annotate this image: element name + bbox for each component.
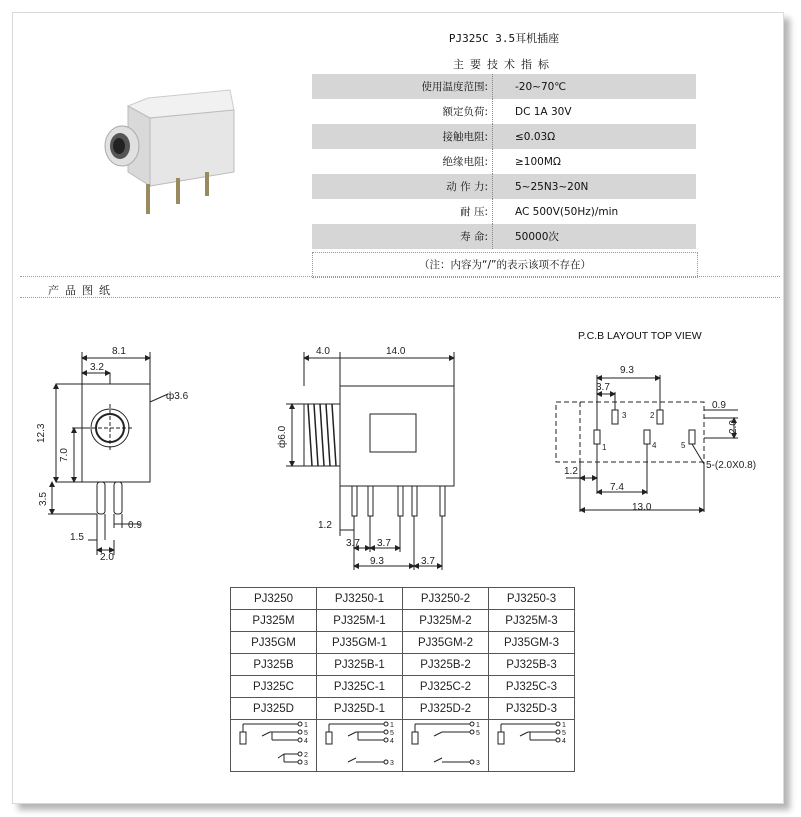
spec-label: 耐 压: [312,199,493,224]
model-cell: PJ325B-1 [317,654,403,676]
model-cell: PJ3250-3 [489,588,575,610]
terminal-label: 4 [303,738,308,745]
model-cell: PJ325M-3 [489,610,575,632]
table-row [231,676,575,698]
model-cell: PJ325B-2 [403,654,489,676]
switch-schematic [232,720,316,768]
pcb-dim-h2: 2.0 [728,420,739,434]
switch-schematic [318,720,402,768]
model-cell: PJ325C-2 [403,676,489,698]
spec-label: 绝缘电阻: [312,149,493,174]
model-cell: PJ325D [231,698,317,720]
pcb-layout-title: P.C.B LAYOUT TOP VIEW [578,330,702,342]
pcb-dim-total: 13.0 [632,502,652,513]
dim-hole: ф3.6 [166,391,189,402]
dim-pin-length: 3.5 [38,492,49,506]
schematic-cell [231,720,317,772]
terminal-label: 1 [389,722,394,729]
model-cell: PJ3250-1 [317,588,403,610]
model-cell: PJ325B-3 [489,654,575,676]
dim-pitch-1: 3.7 [346,538,360,549]
model-cell: PJ325M-2 [403,610,489,632]
pcb-view-drawing [556,375,738,512]
spec-value: ≤0.03Ω [493,124,697,149]
terminal-label: 4 [561,738,566,745]
schematic-cell [317,720,403,772]
spec-label: 使用温度范围: [312,74,493,99]
pcb-pin-label: 1 [602,443,607,452]
dim-pitch-3: 3.7 [421,556,435,567]
terminal-label: 5 [475,730,480,737]
terminal-label: 5 [561,730,566,737]
dim-pin-width: 0.9 [128,520,142,531]
dim-offset: 3.2 [90,362,104,373]
dim-body: 14.0 [386,346,406,357]
model-cell: PJ325D-3 [489,698,575,720]
dim-center: 7.0 [59,448,70,462]
model-cell: PJ325C [231,676,317,698]
model-cell: PJ35GM-2 [403,632,489,654]
terminal-label: 3 [389,760,394,767]
dim-edge: 1.2 [318,520,332,531]
dim-pin-pitch: 2.0 [100,552,114,563]
terminal-label: 3 [475,760,480,767]
side-view-drawing [286,352,454,570]
spec-label: 额定负荷: [312,99,493,124]
table-row [231,654,575,676]
dim-pin-gap: 1.5 [70,532,84,543]
terminal-label: 3 [303,760,308,767]
spec-value: AC 500V(50Hz)/min [493,199,697,224]
schematic-cell [403,720,489,772]
table-row [231,610,575,632]
dim-diameter: ф6.0 [277,425,288,448]
pcb-dim-offset: 7.4 [610,482,624,493]
spec-label: 动 作 力: [312,174,493,199]
model-cell: PJ3250 [231,588,317,610]
dim-width: 8.1 [112,346,126,357]
spec-value: 5~25N3~20N [493,174,697,199]
dim-span: 9.3 [370,556,384,567]
pcb-pin-label: 4 [652,441,657,450]
schematic-row [231,720,575,772]
model-cell: PJ325C-3 [489,676,575,698]
spec-value: DC 1A 30V [493,99,697,124]
model-cell: PJ325D-1 [317,698,403,720]
pcb-dim-pitch: 3.7 [596,382,610,393]
spec-note: （注：内容为“/”的表示该项不存在） [312,252,698,278]
spec-label: 寿 命: [312,224,493,249]
model-cell: PJ325C-1 [317,676,403,698]
pcb-dim-h1: 0.9 [712,400,726,411]
terminal-label: 5 [389,730,394,737]
pcb-dim-edge: 1.2 [564,466,578,477]
spec-value: -20~70℃ [493,74,697,99]
model-cell: PJ325M-1 [317,610,403,632]
terminal-label: 1 [475,722,480,729]
switch-schematic [490,720,574,768]
table-row [231,588,575,610]
model-cell: PJ35GM-1 [317,632,403,654]
dim-nose: 4.0 [316,346,330,357]
model-cell: PJ35GM [231,632,317,654]
terminal-label: 5 [303,730,308,737]
terminal-label: 4 [389,738,394,745]
schematic-cell [489,720,575,772]
model-cell: PJ325D-2 [403,698,489,720]
spec-label: 接触电阻: [312,124,493,149]
model-cell: PJ325M [231,610,317,632]
terminal-label: 1 [561,722,566,729]
model-cell: PJ325B [231,654,317,676]
model-cell: PJ3250-2 [403,588,489,610]
pcb-pin-label: 2 [650,411,655,420]
switch-schematic [404,720,488,768]
terminal-label: 2 [303,752,308,759]
terminal-label: 1 [303,722,308,729]
spec-heading: 主要技术指标 [453,58,555,71]
pcb-hole-spec: 5-(2.0X0.8) [706,460,757,471]
model-cell: PJ35GM-3 [489,632,575,654]
dim-height: 12.3 [36,423,47,443]
dim-pitch-2: 3.7 [377,538,391,549]
spec-value: 50000次 [493,224,697,249]
model-table [230,587,575,772]
spec-value: ≥100MΩ [493,149,697,174]
pcb-dim-span: 9.3 [620,365,634,376]
product-title: PJ325C 3.5耳机插座 [448,32,560,45]
table-row [231,698,575,720]
table-row [231,632,575,654]
section-title: 产品图纸 [48,284,116,297]
pcb-pin-label: 3 [622,411,627,420]
pcb-pin-label: 5 [681,441,686,450]
